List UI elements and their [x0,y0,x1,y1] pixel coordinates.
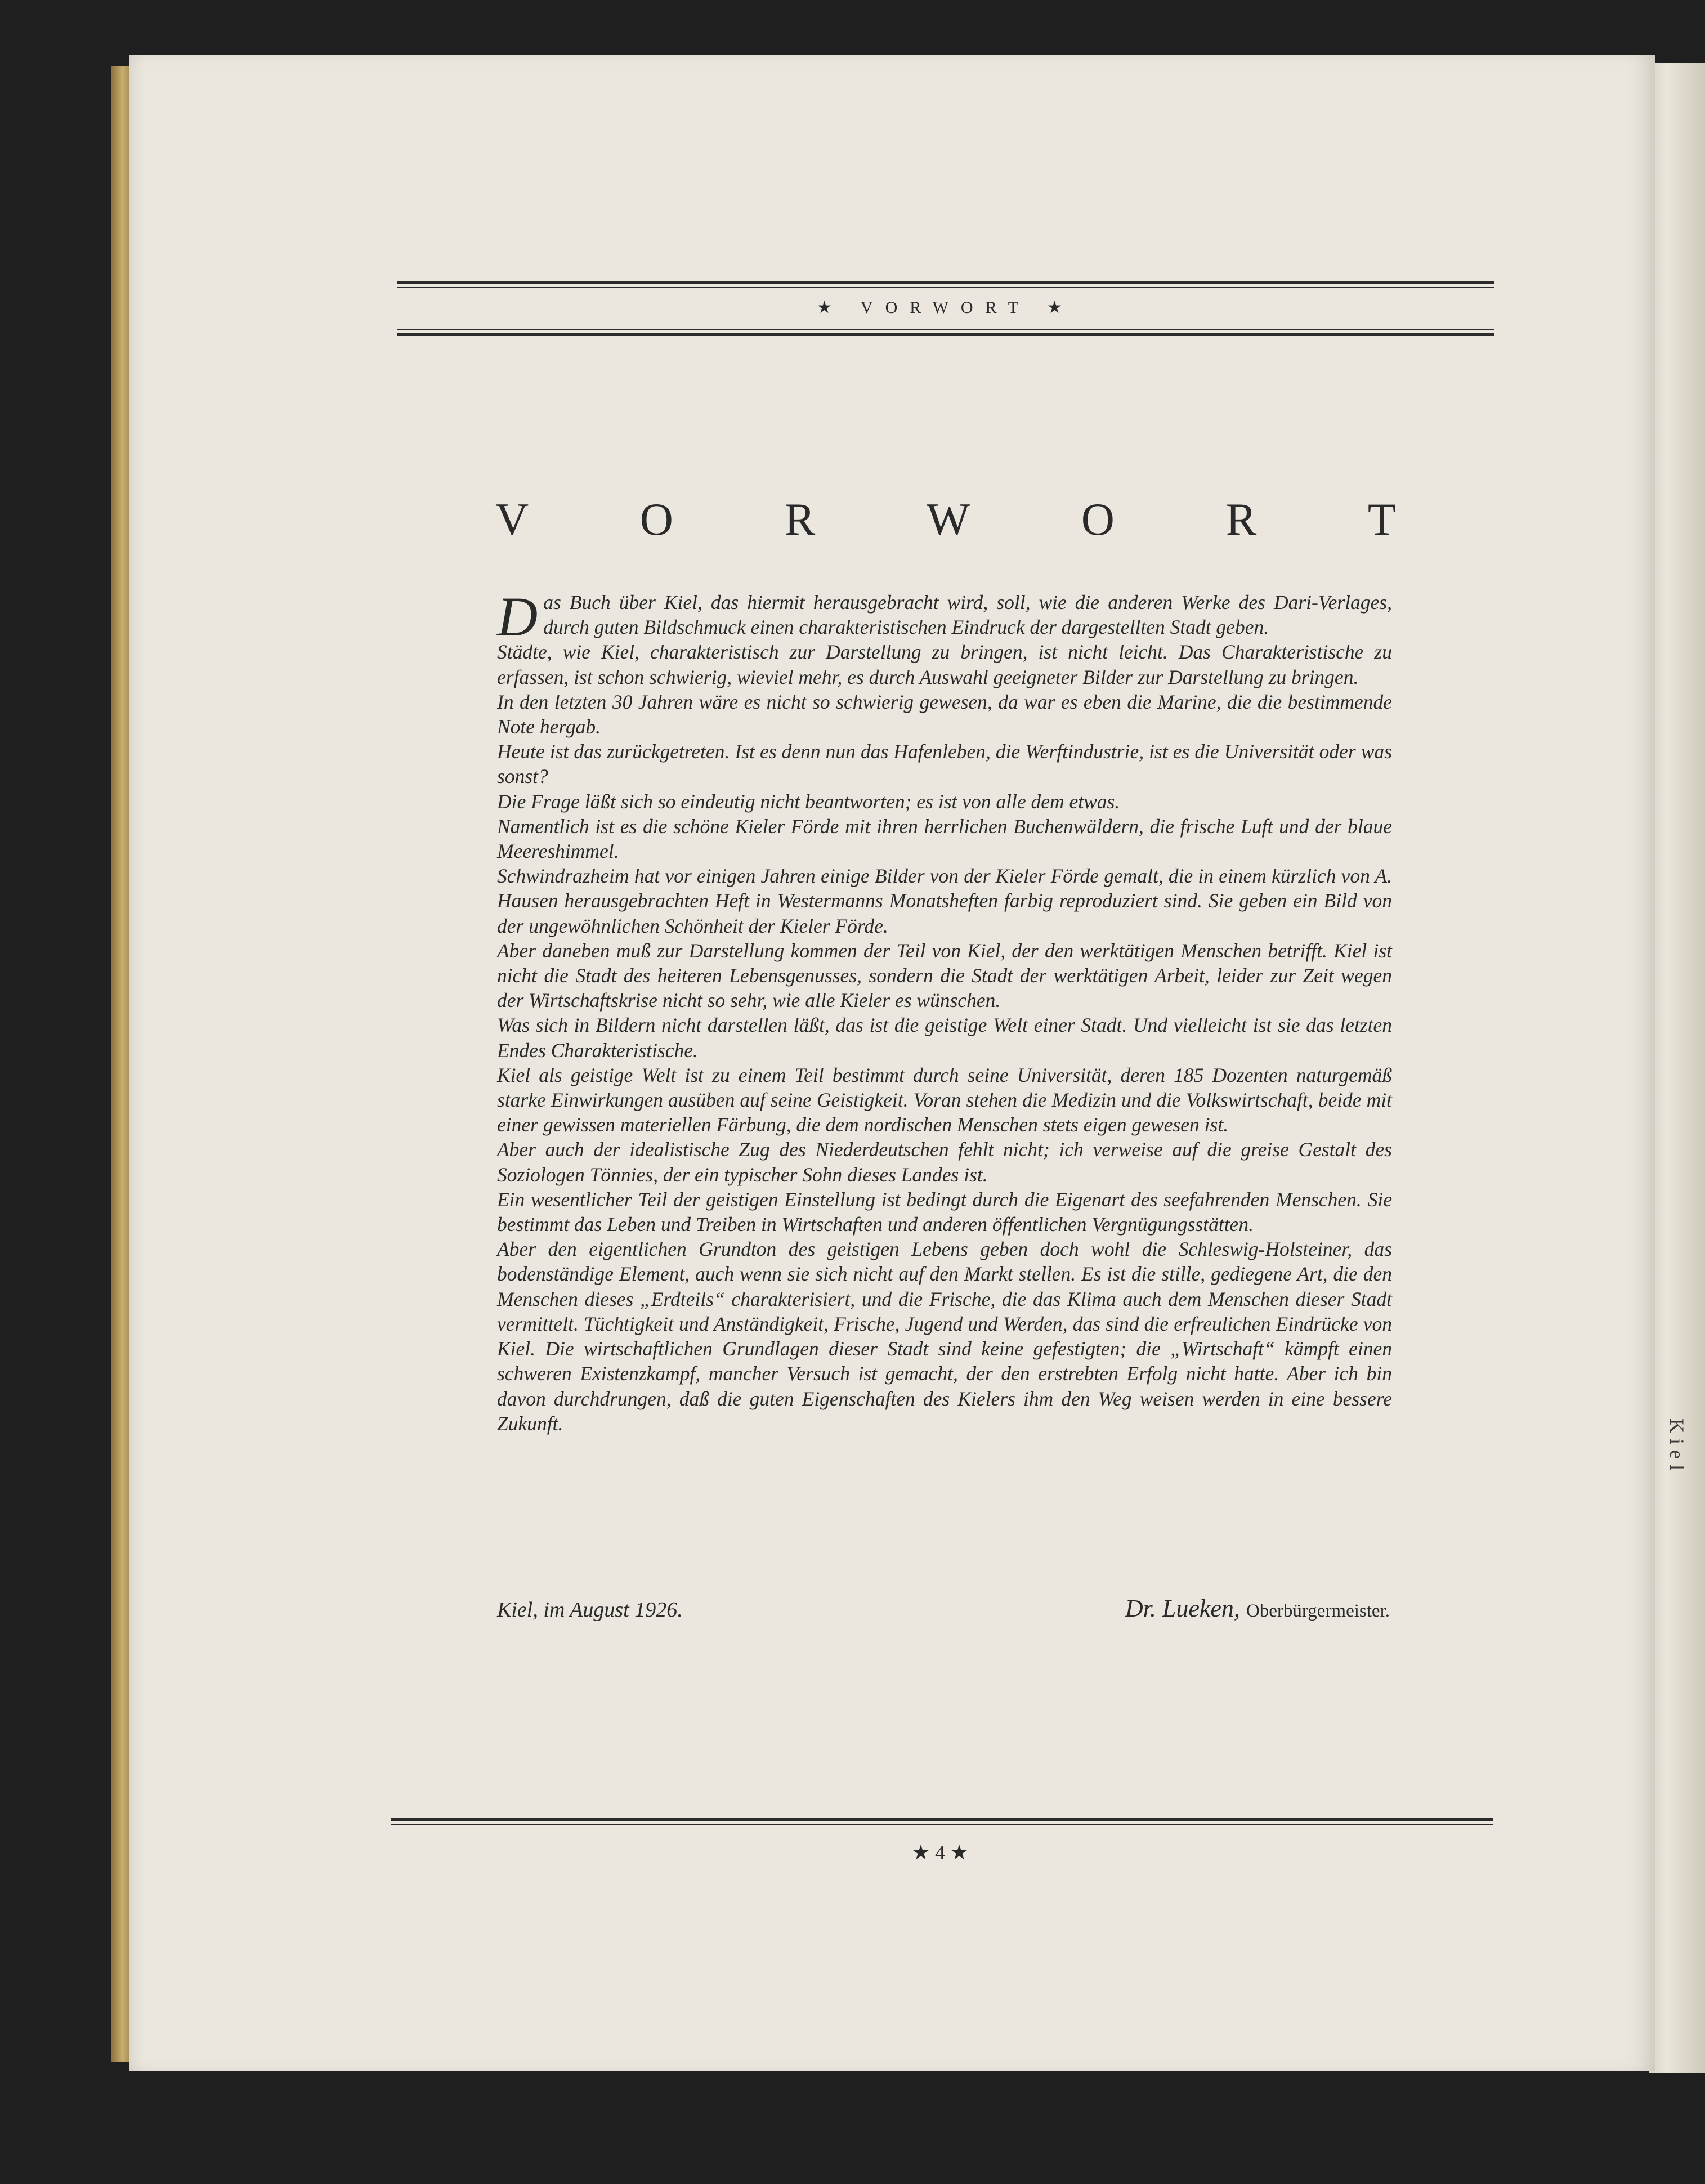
paragraph: Aber auch der idealistische Zug des Niederdeutschen fehlt nicht; ich verweise auf die greise Gestalt des Soziologen Tönnies, der ein typischer Sohn dieses Landes ist. [497,1138,1392,1186]
paragraph: Aber den eigentlichen Grundton des geistigen Lebens geben doch wohl die Schleswig-Holsteiner, das bodenständige Element, auch wenn sie sich nicht auf den Markt stellen. Es ist die stille, gediegene Art, die den Menschen dieses „Erdteils“ charakterisiert, und die Frische, die das Klima auch dem Menschen dieser Stadt vermittelt. Tüchtigkeit und Anständigkeit, Frische, Jugend und Werden, das sind die erfreulichen Eindrücke von Kiel. Die wirtschaftlichen Grundlagen dieser Stadt sind keine gefestigten; die „Wirtschaft“ kämpft einen schweren Existenzkampf, mancher Versuch ist gemacht, der den erstrebten Erfolg nicht hatte. Aber ich bin davon durchdrungen, daß die guten Eigenschaften des Kielers ihm den Weg weisen werden in eine bessere Zukunft. [497,1238,1392,1435]
signatory-name: Dr. Lueken, [1125,1595,1240,1622]
running-header: ★ VORWORT ★ [817,298,1075,317]
page-title [495,489,1396,551]
paragraph: Städte, wie Kiel, charakteristisch zur Darstellung zu bringen, ist nicht leicht. Das Charakteristische zu erfassen, ist schon schwierig, wieviel mehr, es durch Auswahl geeigneter Bilder zur Darstellung zu bringen. [497,641,1392,688]
footer-rule-bottom [391,1824,1493,1825]
paragraph: Namentlich ist es die schöne Kieler Förde mit ihren herrlichen Buchenwäldern, die frische Luft und der blaue Meereshimmel. [497,814,1392,863]
header-rule-top [397,281,1494,284]
title-letter: R [1225,494,1257,545]
side-title: Kiel [1666,1418,1688,1476]
title-letter: O [639,494,673,545]
header-rule-bottom-thin [397,329,1494,330]
next-page-edge [1649,63,1705,2073]
footer-rule-top [391,1818,1493,1821]
signatory-role: Oberbürgermeister. [1246,1601,1390,1621]
paragraph: Ein wesentlicher Teil der geistigen Einstellung ist bedingt durch die Eigenart des seefahrenden Menschen. Sie bestimmt das Leben und Treiben in Wirtschaften und anderen öffentlichen Vergnügungsstätten. [497,1188,1392,1236]
page-number: ★ 4 ★ [911,1841,969,1864]
header-rule-top-thin [397,287,1494,288]
place-date: Kiel, im August 1926. [497,1598,683,1622]
title-letter: V [495,494,529,545]
foreword-text [497,585,1392,1436]
paragraph: Die Frage läßt sich so eindeutig nicht beantworten; es ist von alle dem etwas. [497,790,1120,813]
title-letter: W [926,494,970,545]
title-letter: R [784,494,816,545]
paragraph: Aber daneben muß zur Darstellung kommen der Teil von Kiel, der den werktätigen Menschen betrifft. Kiel ist nicht die Stadt des heiteren Lebensgenusses, sondern die Stadt der werktätigen Arbeit, leider zur Zeit wegen der Wirtschaftskrise nicht so sehr, wie alle Kieler es wünschen. [497,939,1392,1012]
title-letter: O [1081,494,1115,545]
book-spine [111,66,132,2062]
paragraph: In den letzten 30 Jahren wäre es nicht so schwierig gewesen, da war es eben die Marine, die die bestimmende Note hergab. [497,690,1392,739]
signature [1125,1594,1390,1623]
drop-cap: D [497,585,538,648]
header-rule-bottom [397,333,1494,336]
paragraph: Heute ist das zurückgetreten. Ist es denn nun das Hafenleben, die Werftindustrie, ist es die Universität oder was sonst? [497,740,1392,788]
paragraph: Was sich in Bildern nicht darstellen läßt, das ist die geistige Welt einer Stadt. Und vielleicht ist sie das letzten Endes Charakteristische. [497,1014,1392,1062]
paragraph: Kiel als geistige Welt ist zu einem Teil bestimmt durch seine Universität, deren 185 Dozenten naturgemäß starke Einwirkungen ausüben auf seine Geistigkeit. Voran stehen die Medizin und die Volkswirtschaft, beide mit einer gewissen materiellen Färbung, die dem nordischen Menschen stets eigen gewesen ist. [497,1063,1392,1136]
paragraph: Schwindrazheim hat vor einigen Jahren einige Bilder von der Kieler Förde gemalt, die in einem kürzlich von A. Hausen herausgebrachten Heft in Westermanns Monatsheften farbig reproduziert sind. Sie geben ein Bild von der ungewöhnlichen Schönheit der Kieler Förde. [497,865,1392,937]
title-letter: T [1367,494,1396,545]
paragraph: Das Buch über Kiel, das hiermit herausgebracht wird, soll, wie die anderen Werke des Dari-Verlages, durch guten Bildschmuck einen charakteristischen Eindruck der dargestellten Stadt geben. [497,585,1392,648]
